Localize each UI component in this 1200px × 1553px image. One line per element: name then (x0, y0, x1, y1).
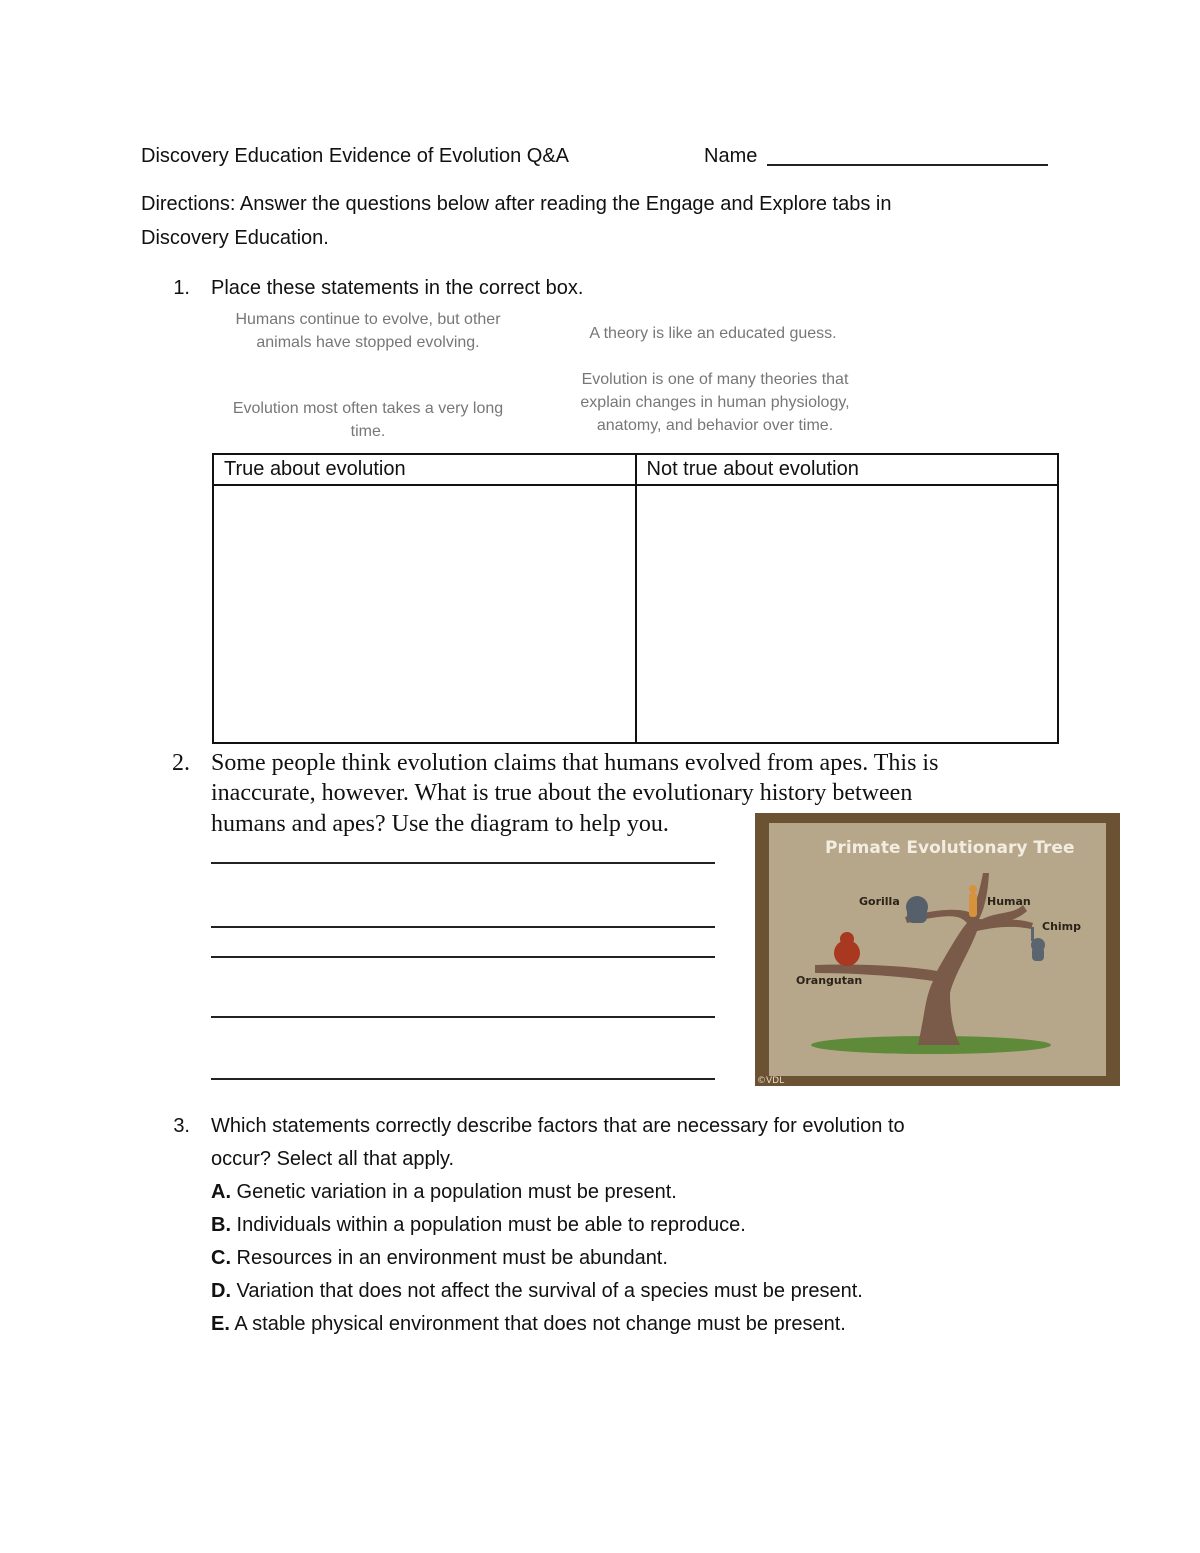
q3-line-1: Which statements correctly describe factors that are necessary for evolution to (211, 1115, 905, 1137)
option-letter: B. (211, 1214, 231, 1236)
directions-line-2: Discovery Education. (141, 227, 329, 249)
chimp-label: Chimp (1042, 920, 1082, 933)
option-letter: D. (211, 1280, 231, 1302)
primate-tree-diagram (755, 813, 1120, 1086)
q1-prompt: Place these statements in the correct box. (211, 277, 584, 299)
statement-theory-guess[interactable]: A theory is like an educated guess. (589, 325, 837, 342)
name-field[interactable] (767, 164, 1048, 166)
diagram-title: Primate Evolutionary Tree (825, 838, 1075, 858)
orangutan-label: Orangutan (796, 974, 863, 987)
statement-long-time[interactable]: Evolution most often takes a very long time. (232, 400, 504, 440)
q3-number: 3. (173, 1115, 190, 1137)
human-figure (969, 885, 977, 893)
gorilla-label: Gorilla (859, 895, 900, 908)
option-text: Genetic variation in a population must be present. (231, 1181, 677, 1203)
true-drop-zone[interactable] (213, 485, 636, 743)
statement-humans-continue[interactable]: Humans continue to evolve, but other animals have stopped evolving. (235, 311, 501, 351)
q3-line-2: occur? Select all that apply. (211, 1148, 455, 1170)
q2-line-3: humans and apes? Use the diagram to help you. (211, 811, 669, 837)
option-c[interactable] (211, 1246, 668, 1270)
column-true-header: True about evolution (213, 454, 636, 485)
option-text: Variation that does not affect the survival of a species must be present. (231, 1280, 863, 1302)
document-title: Discovery Education Evidence of Evolution Q&A (141, 145, 569, 167)
option-text: Resources in an environment must be abundant. (231, 1247, 668, 1269)
option-b[interactable] (211, 1213, 746, 1237)
diagram-credit: ©VDL (757, 1076, 785, 1086)
answer-line[interactable] (211, 1078, 715, 1080)
q2-number: 2. (172, 750, 190, 776)
q1-number: 1. (173, 277, 190, 299)
answer-line[interactable] (211, 1016, 715, 1018)
human-label: Human (987, 895, 1031, 908)
not-true-drop-zone[interactable] (636, 485, 1059, 743)
option-letter: C. (211, 1247, 231, 1269)
name-label: Name (704, 145, 758, 167)
answer-line[interactable] (211, 926, 715, 928)
q2-line-1: Some people think evolution claims that humans evolved from apes. This is (211, 750, 939, 776)
option-text: A stable physical environment that does not change must be present. (229, 1313, 846, 1335)
option-letter: A. (211, 1181, 231, 1203)
column-not-true-header: Not true about evolution (636, 454, 1059, 485)
statement-many-theories[interactable]: Evolution is one of many theories that explain changes in human physiology, anatomy, and behavior over time. (580, 371, 850, 434)
option-text: Individuals within a population must be able to reproduce. (231, 1214, 746, 1236)
option-e[interactable] (211, 1312, 846, 1336)
directions-line-1: Directions: Answer the questions below after reading the Engage and Explore tabs in (141, 193, 892, 215)
sorting-table (212, 453, 1059, 744)
option-a[interactable] (211, 1180, 677, 1204)
answer-line[interactable] (211, 956, 715, 958)
option-letter: E. (211, 1313, 230, 1335)
answer-line[interactable] (211, 862, 715, 864)
option-d[interactable] (211, 1279, 863, 1303)
q2-line-2: inaccurate, however. What is true about the evolutionary history between (211, 780, 913, 806)
